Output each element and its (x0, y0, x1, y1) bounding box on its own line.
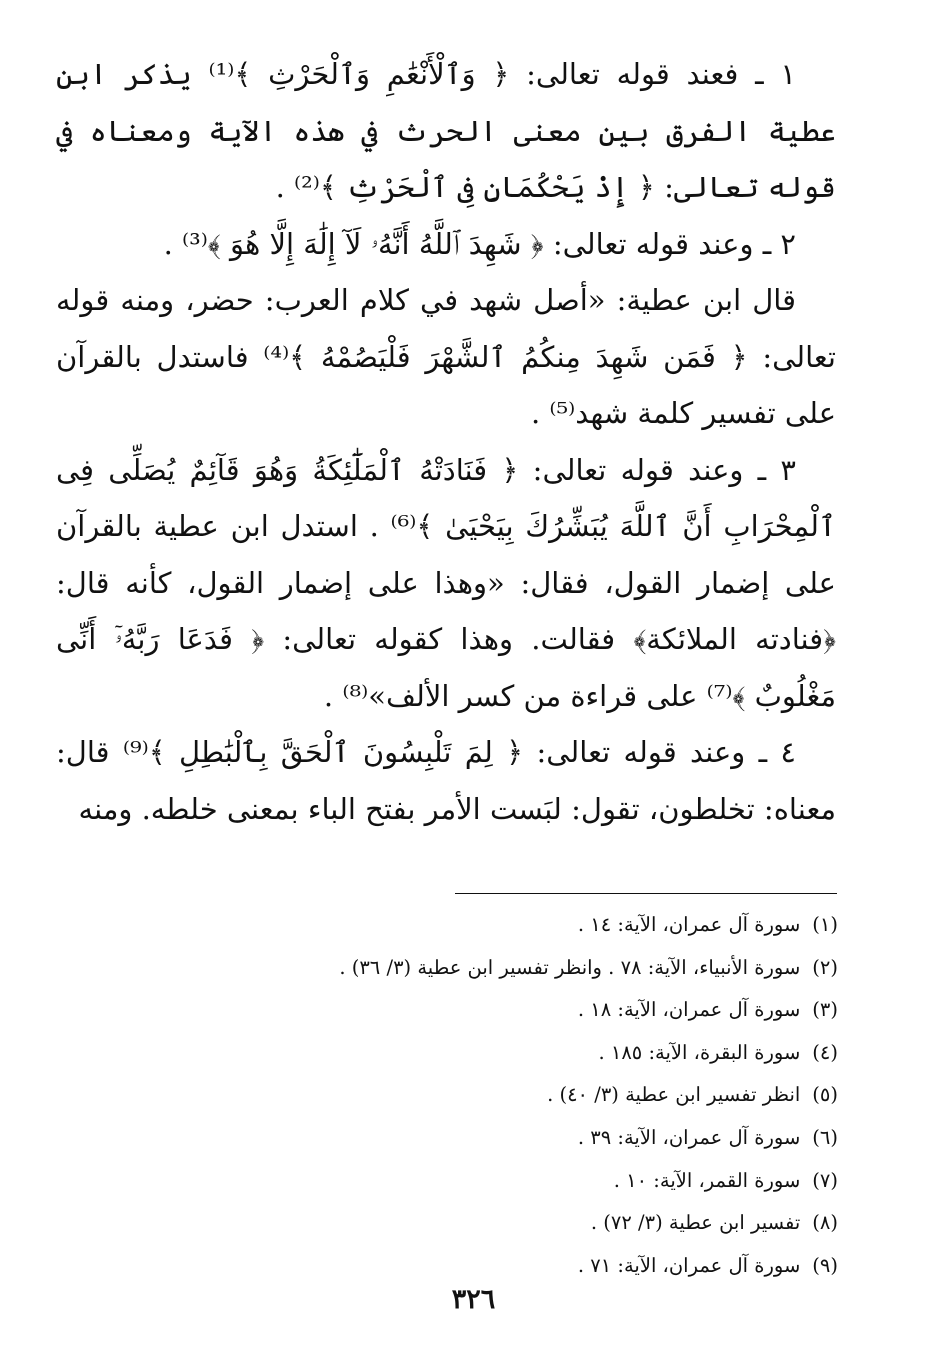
footnote-number: (٧) (812, 1168, 838, 1192)
footnote-item (100, 904, 838, 947)
footnote-item (100, 1202, 838, 1245)
footnote-number: (٢) (812, 955, 838, 979)
footnote-number: (٥) (812, 1083, 838, 1107)
footnote-text: سورة آل عمران، الآية: ٣٩ . (577, 1125, 801, 1149)
footnote-text: سورة البقرة، الآية: ١٨٥ . (598, 1040, 801, 1064)
footnotes-list (100, 904, 838, 1287)
footnote-text: سورة آل عمران، الآية: ٧١ . (577, 1253, 801, 1277)
footnote-text: سورة آل عمران، الآية: ١٨ . (577, 998, 801, 1022)
footnote-text: سورة الأنبياء، الآية: ٧٨ . وانظر تفسير ابن عطية (٣/ ٣٦) . (339, 955, 801, 979)
footnote-item (100, 1245, 838, 1288)
footnote-number: (٣) (812, 998, 838, 1022)
footnote-number: (١) (812, 913, 838, 936)
footnote-item (100, 1032, 838, 1075)
page-number: ٣٢٦ (451, 1284, 496, 1315)
paragraph-4: ٣ ـ وعند قوله تعالى: ﴿ فَنَادَتْهُ ٱلْمَلَٰٓئِكَةُ وَهُوَ قَآئِمٌ يُصَلِّى فِى ٱلْمِحْرَابِ أَنَّ ٱللَّهَ يُبَشِّرُكَ بِيَحْيَىٰ ﴾⁽⁶⁾ . استدل ابن عطية بالقرآن على إضمار القول، فقال: «وهذا على إضمار القول، كأنه قال: ﴿فنادته الملائكة﴾ فقالت. وهذا كقوله تعالى: ﴿ فَدَعَا رَبَّهُۥٓ أَنِّى مَغْلُوبٌ ﴾⁽⁷⁾ على قراءة من كسر الألف»⁽⁸⁾ . (56, 452, 836, 713)
footnote-text: سورة آل عمران، الآية: ١٤ . (577, 913, 801, 936)
footnote-text: سورة القمر، الآية: ١٠ . (613, 1168, 801, 1192)
footnote-text: انظر تفسير ابن عطية (٣/ ٤٠) . (547, 1083, 801, 1107)
footnote-item (100, 989, 838, 1032)
main-text (56, 46, 836, 837)
paragraph-3: قال ابن عطية: «أصل شهد في كلام العرب: حضر، ومنه قوله تعالى: ﴿ فَمَن شَهِدَ مِنكُمُ ٱلشَّهْرَ فَلْيَصُمْهُ ﴾⁽⁴⁾ فاستدل بالقرآن على تفسير كلمة شهد⁽⁵⁾ . (56, 283, 836, 430)
footnote-separator (455, 893, 837, 894)
footnote-number: (٨) (812, 1211, 838, 1235)
footnote-item (100, 1117, 838, 1160)
footnote-number: (٩) (812, 1253, 838, 1277)
footnote-item (100, 947, 838, 990)
paragraph-5: ٤ ـ وعند قوله تعالى: ﴿ لِمَ تَلْبِسُونَ ٱلْحَقَّ بِٱلْبَٰطِلِ ﴾⁽⁹⁾ قال: معناه: تخلطون، تقول: لبَست الأمر بفتح الباء بمعنى خلطه. ومنه (56, 735, 836, 826)
footnote-number: (٦) (812, 1125, 838, 1149)
paragraph-1: ١ ـ فعند قوله تعالى: ﴿ وَٱلْأَنْعَٰمِ وَٱلْحَرْثِ ﴾⁽¹⁾ يذكر ابن عطية الفرق بين معنى الحرث في هذه الآية ومعناه في قوله تعالى: ﴿ إِذْ يَحْكُمَانِ فِى ٱلْحَرْثِ ﴾⁽²⁾ . (56, 57, 836, 204)
footnote-item (100, 1074, 838, 1117)
footnote-text: تفسير ابن عطية (٣/ ٧٢) . (590, 1211, 801, 1235)
footnote-item (100, 1160, 838, 1203)
paragraph-2: ٢ ـ وعند قوله تعالى: ﴿ شَهِدَ ٱللَّهُ أَنَّهُۥ لَآ إِلَٰهَ إِلَّا هُوَ ﴾⁽³⁾ . (163, 226, 796, 261)
footnote-number: (٤) (812, 1040, 838, 1064)
